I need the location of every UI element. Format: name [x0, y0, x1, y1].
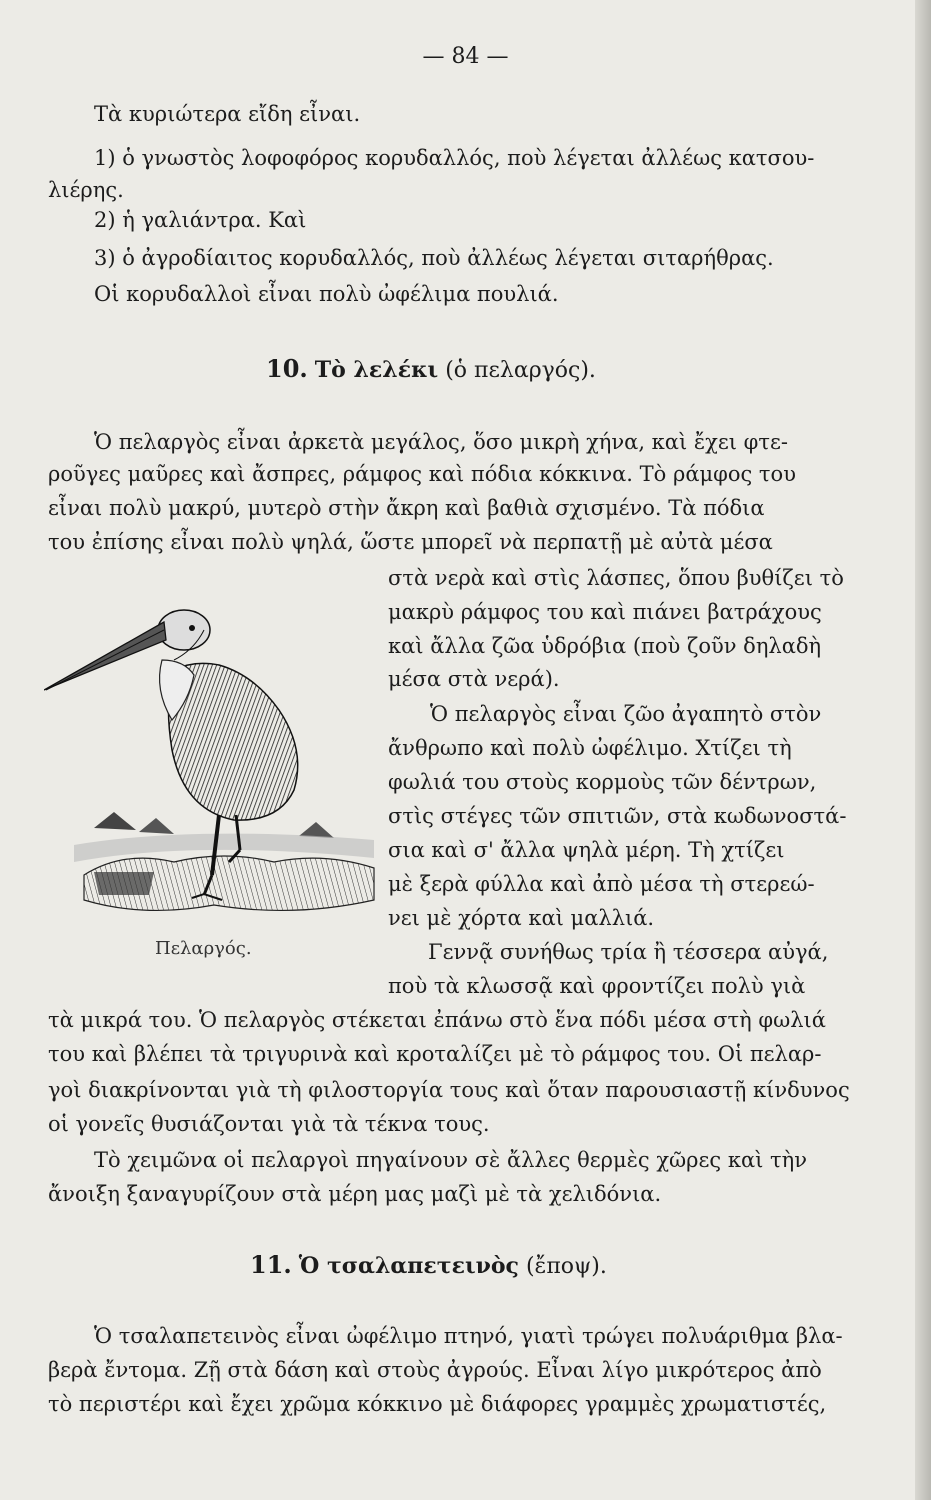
text-line: 3) ὁ ἀγροδίαιτος κορυδαλλός, ποὺ ἀλλέως λέγεται σιταρήθρας. — [94, 246, 774, 270]
text-line: του ἐπίσης εἶναι πολὺ ψηλά, ὥστε μπορεῖ νὰ περπατῇ μὲ αὐτὰ μέσα — [48, 530, 773, 554]
text-line: ἄνοιξη ξαναγυρίζουν στὰ μέρη μας μαζὶ μὲ τὰ χελιδόνια. — [48, 1182, 662, 1206]
section-heading — [266, 354, 596, 386]
text-line: μὲ ξερὰ φύλλα καὶ ἀπὸ μέσα τὴ στερεώ- — [388, 872, 815, 896]
text-line: εἶναι πολὺ μακρύ, μυτερὸ στὴν ἄκρη καὶ βαθιὰ σχισμένο. Τὰ πόδια — [48, 496, 765, 520]
figure-caption: Πελαργός. — [155, 938, 252, 959]
text-line: Τὰ κυριώτερα εἴδη εἶναι. — [94, 102, 361, 126]
text-line: φωλιά του στοὺς κορμοὺς τῶν δέντρων, — [388, 770, 817, 794]
text-line: Ὁ πελαργὸς εἶναι ἀρκετὰ μεγάλος, ὅσο μικρὴ χήνα, καὶ ἔχει φτε- — [94, 430, 788, 454]
text-line: 1) ὁ γνωστὸς λοφοφόρος κορυδαλλός, ποὺ λέγεται ἀλλέως κατσου- — [94, 146, 815, 170]
text-line: ἄνθρωπο καὶ πολὺ ὠφέλιμο. Χτίζει τὴ — [388, 736, 792, 760]
text-line: ποὺ τὰ κλωσσᾷ καὶ φροντίζει πολὺ γιὰ — [388, 974, 806, 998]
section-subtitle: (ὁ πελαργός). — [445, 358, 596, 383]
text-line: τὸ περιστέρι καὶ ἔχει χρῶμα κόκκινο μὲ διάφορες γραμμὲς χρωματιστές, — [48, 1392, 827, 1416]
text-line: καὶ ἄλλα ζῶα ὑδρόβια (ποὺ ζοῦν δηλαδὴ — [388, 634, 822, 658]
text-line: 2) ἡ γαλιάντρα. Καὶ — [94, 208, 307, 232]
section-number: 11. — [250, 1250, 292, 1279]
text-line: βερὰ ἔντομα. Ζῇ στὰ δάση καὶ στοὺς ἀγρούς. Εἶναι λίγο μικρότερος ἀπὸ — [48, 1358, 822, 1382]
section-subtitle: (ἔποψ). — [525, 1254, 607, 1279]
section-title: Τὸ λελέκι — [314, 357, 439, 383]
text-line: οἱ γονεῖς θυσιάζονται γιὰ τὰ τέκνα τους. — [48, 1112, 490, 1136]
text-line: στὰ νερὰ καὶ στὶς λάσπες, ὅπου βυθίζει τὸ — [388, 566, 844, 590]
page-edge — [915, 0, 931, 1500]
text-line: γοὶ διακρίνονται γιὰ τὴ φιλοστοργία τους καὶ ὅταν παρουσιαστῇ κίνδυνος — [48, 1078, 850, 1102]
text-line: στὶς στέγες τῶν σπιτιῶν, στὰ κωδωνοστά- — [388, 804, 847, 828]
text-line: νει μὲ χόρτα καὶ μαλλιά. — [388, 906, 655, 930]
section-title: Ὁ τσαλαπετεινὸς — [298, 1253, 519, 1279]
section-number: 10. — [266, 354, 308, 383]
text-line: του καὶ βλέπει τὰ τριγυρινὰ καὶ κροταλίζει μὲ τὸ ράμφος του. Οἱ πελαρ- — [48, 1042, 822, 1066]
text-line: μέσα στὰ νερά). — [388, 667, 560, 691]
section-heading — [250, 1250, 607, 1282]
text-line: Γεννᾷ συνήθως τρία ἢ τέσσερα αὐγά, — [428, 940, 829, 964]
page-number: — 84 — — [422, 44, 509, 69]
text-line: λιέρης. — [48, 178, 124, 202]
text-line: ροῦγες μαῦρες καὶ ἄσπρες, ράμφος καὶ πόδια κόκκινα. Τὸ ράμφος του — [48, 462, 796, 486]
text-line: Τὸ χειμῶνα οἱ πελαργοὶ πηγαίνουν σὲ ἄλλες θερμὲς χῶρες καὶ τὴν — [94, 1148, 808, 1172]
stork-illustration — [44, 600, 384, 930]
text-line: τὰ μικρά του. Ὁ πελαργὸς στέκεται ἐπάνω στὸ ἕνα πόδι μέσα στὴ φωλιά — [48, 1008, 826, 1032]
text-line: Ὁ τσαλαπετεινὸς εἶναι ὠφέλιμο πτηνό, γιατὶ τρώγει πολυάριθμα βλα- — [94, 1324, 843, 1348]
text-line: Οἱ κορυδαλλοὶ εἶναι πολὺ ὠφέλιμα πουλιά. — [94, 282, 559, 306]
text-line: Ὁ πελαργὸς εἶναι ζῶο ἀγαπητὸ στὸν — [430, 702, 822, 726]
text-line: σια καὶ σ' ἄλλα ψηλὰ μέρη. Τὴ χτίζει — [388, 838, 785, 862]
text-line: μακρὺ ράμφος του καὶ πιάνει βατράχους — [388, 600, 822, 624]
